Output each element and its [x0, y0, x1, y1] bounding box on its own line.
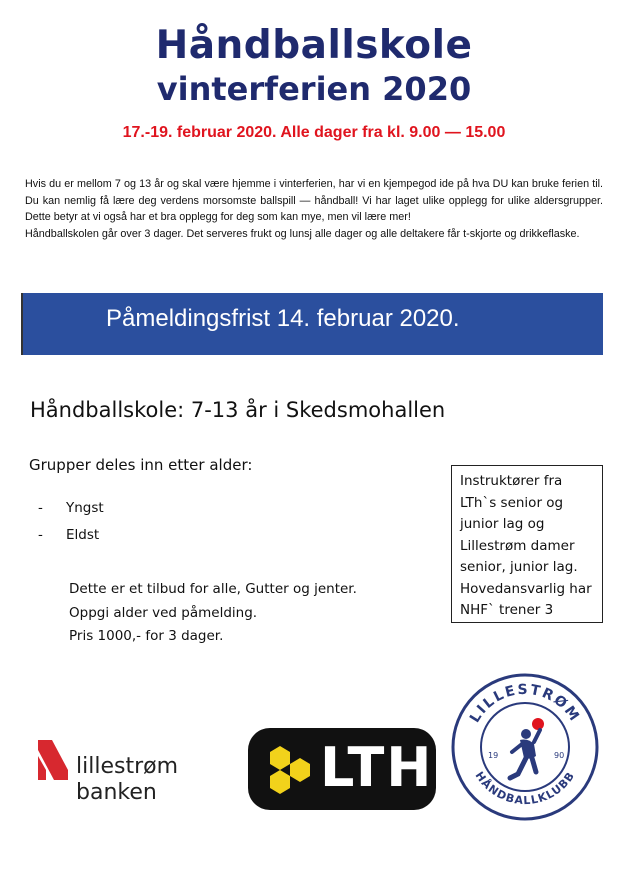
club-arc-bottom: HÅNDBALLKLUBB: [472, 769, 578, 808]
box-line: junior lag og: [460, 516, 545, 532]
group-oldest: Eldst: [66, 527, 100, 543]
instructors-box: [451, 465, 603, 623]
box-line: Hovedansvarlig har: [460, 580, 592, 597]
hexagon-icon: [260, 740, 320, 800]
deadline-text: Påmeldingsfrist 14. februar 2020.: [106, 305, 460, 332]
title-line1: Håndballskole: [155, 23, 473, 68]
club-year-left: 19: [488, 751, 499, 760]
info-line: Pris 1000,- for 3 dager.: [69, 628, 224, 644]
info-block: [69, 578, 357, 649]
box-line: Instruktører fra: [460, 473, 563, 489]
list-item: [38, 500, 104, 527]
bank-mark-icon: [34, 736, 74, 784]
box-line: senior, junior lag.: [460, 559, 578, 575]
box-line: Lillestrøm damer: [460, 537, 575, 554]
lillestrom-handballklubb-logo: [450, 672, 600, 822]
section-heading: Håndballskole: 7-13 år i Skedsmohallen: [30, 398, 446, 422]
club-year-right: 90: [554, 751, 565, 760]
lillestrom-banken-logo: [34, 732, 234, 812]
info-line: Dette er et tilbud for alle, Gutter og jenter.: [69, 581, 357, 597]
bank-name-line2: banken: [76, 780, 157, 805]
groups-label: Grupper deles inn etter alder:: [29, 456, 253, 474]
list-item: [38, 527, 104, 554]
box-line: NHF` trener 3: [460, 602, 554, 618]
bank-name-line1: lillestrøm: [76, 754, 179, 779]
group-youngest: Yngst: [66, 500, 104, 516]
title-line2: vinterferien 2020: [156, 70, 472, 108]
info-line: Oppgi alder ved påmelding.: [69, 604, 258, 621]
intro-paragraph-2: Håndballskolen går over 3 dager. Det serveres frukt og lunsj alle dager og alle deltakere får t-skjorte og drikkeflaske.: [25, 227, 580, 240]
intro-text: [25, 176, 603, 242]
club-arc-top: LILLESTRØM: [467, 681, 583, 726]
list-dash: -: [38, 500, 43, 516]
groups-list: [38, 500, 104, 554]
lth-text: LTH: [320, 736, 434, 799]
list-dash: -: [38, 527, 43, 543]
lth-logo: [248, 728, 436, 810]
deadline-banner: [22, 293, 603, 355]
box-line: LTh`s senior og: [460, 494, 564, 511]
intro-paragraph-1: Hvis du er mellom 7 og 13 år og skal være hjemme i vinterferien, har vi en kjempegod ide på hva DU kan bruke ferien til. Du kan nemlig få lære deg verdens morsomste ballspill — håndball! Vi har laget ulike opplegg for ulike aldersgrupper. Dette betyr at vi også har et bra opplegg for deg som kan mye, men vil lære mer!: [25, 178, 603, 224]
dates-text: 17.-19. februar 2020. Alle dager fra kl. 9.00 — 15.00: [122, 124, 506, 141]
banner-edge: [21, 293, 23, 355]
